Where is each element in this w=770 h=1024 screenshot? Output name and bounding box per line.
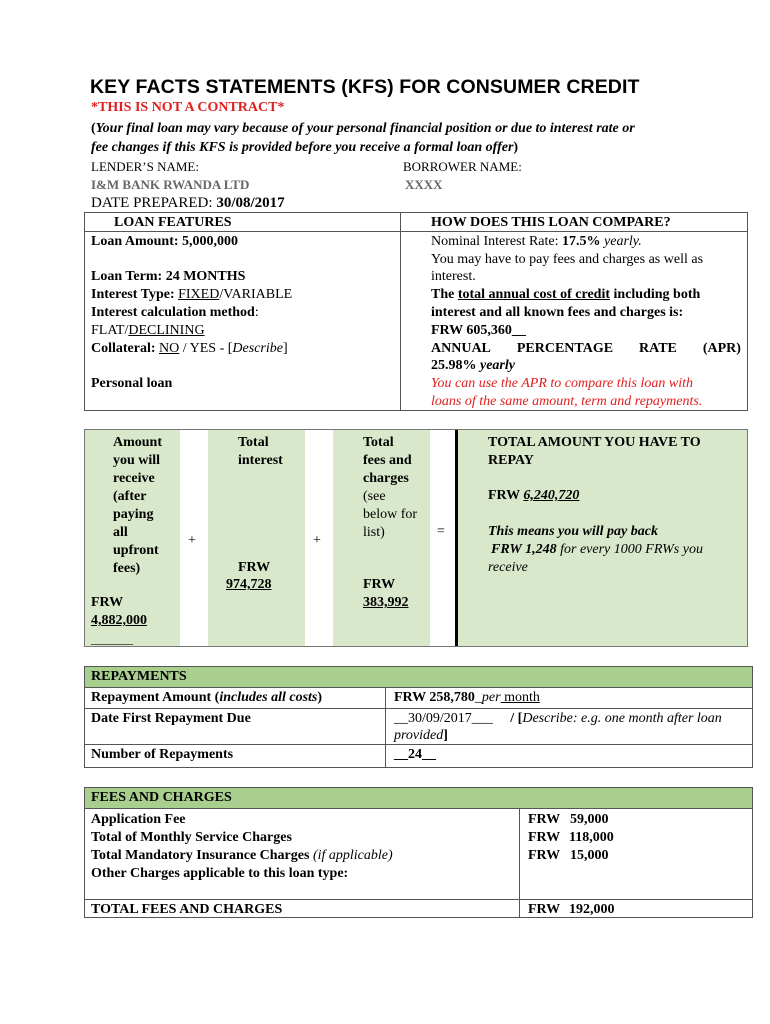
equals-sign: =: [437, 524, 445, 539]
total-fees-charges-value: FRW 192,000: [528, 902, 615, 917]
plus-sign: +: [313, 533, 321, 548]
total-fees-value: 383,992: [363, 595, 409, 610]
fee-label-other: Other Charges applicable to this loan type:: [91, 866, 349, 881]
pay-back-line-2: FRW 1,248 for every 1000 FRWs you: [491, 542, 703, 557]
apr-label: ANNUAL PERCENTAGE RATE (APR): [431, 341, 741, 356]
apr-note-1: You can use the APR to compare this loan with: [431, 376, 693, 391]
divider: [400, 212, 401, 411]
loan-features-header: LOAN FEATURES: [114, 215, 232, 230]
amount-receive-label: Amount you will receive (after paying all upfront fees): [113, 435, 163, 576]
divider: [84, 687, 753, 688]
divider: [84, 708, 753, 709]
divider: [84, 808, 753, 809]
nominal-rate: Nominal Interest Rate: 17.5% yearly.: [431, 234, 642, 249]
plus-sign: +: [188, 533, 196, 548]
divider: [84, 899, 753, 900]
repayment-amount-label: Repayment Amount (includes all costs): [91, 690, 323, 705]
collateral: Collateral: NO / YES - [Describe]: [91, 341, 288, 356]
lender-label: LENDER’S NAME:: [91, 159, 199, 174]
divider: [385, 687, 386, 768]
fee-label-monthly-service: Total of Monthly Service Charges: [91, 830, 292, 845]
loan-type: Personal loan: [91, 376, 173, 391]
total-fees-charges-label: TOTAL FEES AND CHARGES: [91, 902, 283, 917]
amount-receive-value: 4,882,000: [91, 613, 147, 628]
total-cost-value: FRW 605,360__: [431, 323, 526, 338]
not-contract-notice: *THIS IS NOT A CONTRACT*: [91, 100, 285, 115]
repayment-amount-value: FRW 258,780_per month: [394, 690, 540, 705]
total-repay-value: FRW 6,240,720: [488, 488, 580, 503]
amount-receive-prefix: FRW: [91, 595, 124, 610]
borrower-label: BORROWER NAME:: [403, 159, 522, 174]
fee-value-monthly-service: FRW 118,000: [528, 830, 614, 845]
apr-note-2: loans of the same amount, term and repayments.: [431, 394, 703, 409]
total-fees-label: Total fees and charges (see below for list): [363, 435, 418, 540]
total-repay-label: TOTAL AMOUNT YOU HAVE TO REPAY: [488, 435, 701, 468]
apr-value: 25.98% yearly: [431, 358, 515, 373]
number-repayments-value: __24__: [394, 747, 436, 762]
fee-label-insurance: Total Mandatory Insurance Charges (if applicable): [91, 848, 393, 863]
interest-type: Interest Type: FIXED/VARIABLE: [91, 287, 293, 302]
loan-term: Loan Term: 24 MONTHS: [91, 269, 246, 284]
disclaimer-line-2: fee changes if this KFS is provided before you receive a formal loan offer): [91, 140, 519, 155]
compare-header: HOW DOES THIS LOAN COMPARE?: [431, 215, 671, 230]
total-fees-prefix: FRW: [363, 577, 396, 592]
lender-value: I&M BANK RWANDA LTD: [91, 177, 250, 192]
pay-back-line-3: receive: [488, 560, 528, 575]
first-due-label: Date First Repayment Due: [91, 711, 251, 726]
fee-value-insurance: FRW 15,000: [528, 848, 609, 863]
first-due-value-2: provided]: [394, 728, 448, 743]
total-interest-prefix: FRW: [238, 560, 271, 575]
date-prepared: DATE PREPARED: 30/08/2017: [91, 195, 285, 211]
repayments-header: REPAYMENTS: [91, 669, 187, 684]
interest-calc-method: Interest calculation method:: [91, 305, 259, 320]
divider: [519, 808, 520, 918]
fees-note-2: interest.: [431, 269, 476, 284]
fee-label-application: Application Fee: [91, 812, 186, 827]
fees-note-1: You may have to pay fees and charges as well as: [431, 252, 704, 267]
number-repayments-label: Number of Repayments: [91, 747, 234, 762]
borrower-value: XXXX: [405, 177, 443, 192]
fees-header: FEES AND CHARGES: [91, 790, 232, 805]
total-cost-line-1: The total annual cost of credit including both: [431, 287, 701, 302]
total-divider: [455, 430, 458, 646]
interest-calc-value: FLAT/DECLINING: [91, 323, 205, 338]
disclaimer-line-1: (Your final loan may vary because of your personal financial position or due to interest rate or: [91, 121, 635, 136]
loan-amount: Loan Amount: 5,000,000: [91, 234, 239, 249]
page-title: KEY FACTS STATEMENTS (KFS) FOR CONSUMER CREDIT: [90, 76, 640, 98]
total-interest-value: 974,728: [226, 577, 272, 592]
amount-receive-trail: _______: [91, 632, 133, 646]
total-interest-label: Total interest: [238, 435, 283, 468]
total-cost-line-2: interest and all known fees and charges is:: [431, 305, 684, 320]
pay-back-line-1: This means you will pay back: [488, 524, 658, 539]
first-due-value: __30/09/2017___ / [Describe: e.g. one month after loan: [394, 711, 722, 726]
fee-value-application: FRW 59,000: [528, 812, 609, 827]
